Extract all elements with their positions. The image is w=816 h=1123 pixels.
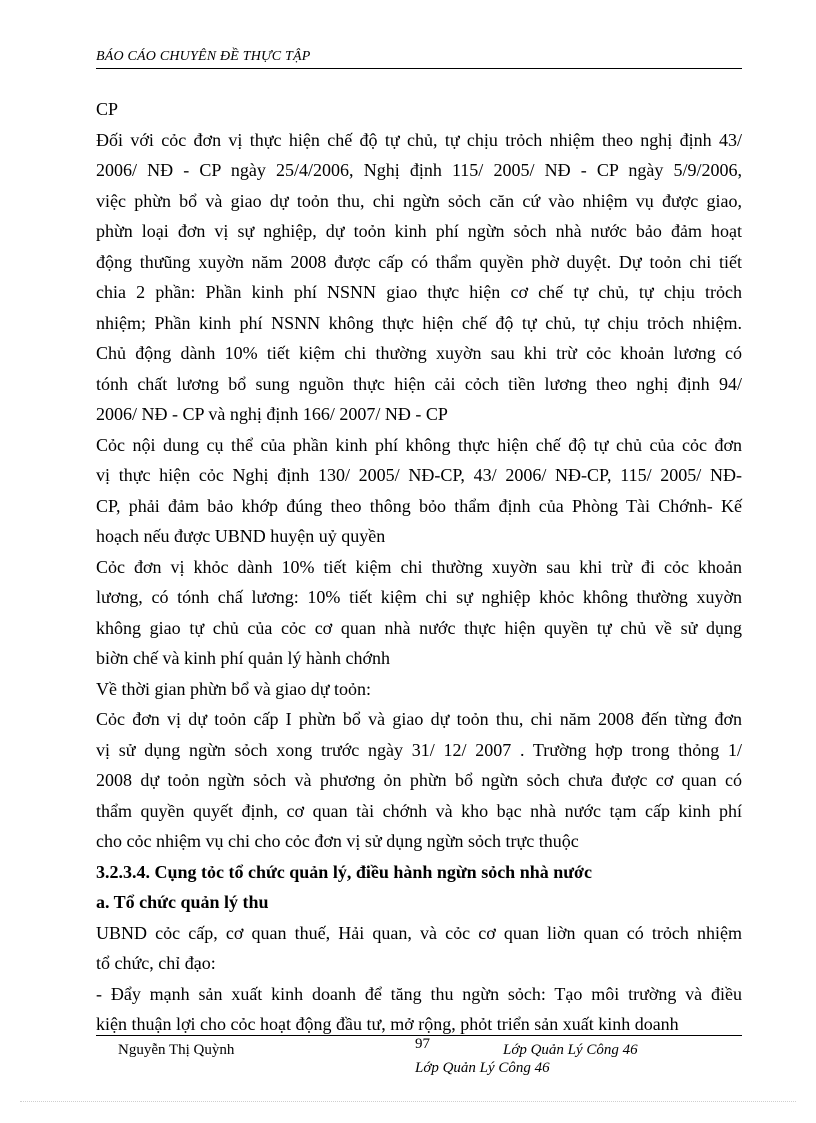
text-line: Chủ động dành 10% tiết kiệm chi thường xuyờn sau khi trừ cỏc khoản lương có: [96, 343, 742, 363]
body-text: [96, 94, 742, 1040]
text-line: tổ chức, chỉ đạo:: [96, 953, 216, 973]
text-line: biờn chế và kinh phí quản lý hành chớnh: [96, 648, 390, 668]
text-line: Về thời gian phừn bổ và giao dự toỏn:: [96, 678, 371, 699]
section-heading: 3.2.3.4. Cụng tỏc tổ chức quản lý, điều hành ngừn sỏch nhà nước: [96, 861, 592, 882]
footer-class: Lớp Quản Lý Công 46: [503, 1042, 638, 1058]
text-line: hoạch nếu được UBND huyện uỷ quyền: [96, 526, 386, 546]
text-line: 2006/ NĐ - CP ngày 25/4/2006, Nghị định 115/ 2005/ NĐ - CP ngày 5/9/2006,: [96, 160, 742, 180]
text-line: cho cỏc nhiệm vụ chi cho cỏc đơn vị sử dụng ngừn sỏch trực thuộc: [96, 831, 579, 851]
text-line: vị thực hiện cỏc Nghị định 130/ 2005/ NĐ-CP, 43/ 2006/ NĐ-CP, 115/ 2005/ NĐ-: [96, 465, 742, 485]
text-line: 2006/ NĐ - CP và nghị định 166/ 2007/ NĐ - CP: [96, 404, 448, 424]
text-line: UBND cỏc cấp, cơ quan thuế, Hải quan, và cỏc cơ quan liờn quan có trỏch nhiệm: [96, 922, 742, 943]
text-line: phừn loại đơn vị sự nghiệp, dự toỏn kinh phí ngừn sỏch nhà nước bảo đảm hoạt: [96, 221, 742, 241]
text-line: CP: [96, 99, 119, 119]
text-line: nhiệm; Phần kinh phí NSNN không thực hiện chế độ tự chủ, tự chịu trỏch nhiệm.: [96, 312, 742, 333]
text-line: tónh chất lương bổ sung nguồn thực hiện cải cỏch tiền lương theo nghị định 94/: [96, 373, 742, 394]
subsection-heading: a. Tổ chức quản lý thu: [96, 892, 269, 912]
report-title: BÁO CÁO CHUYÊN ĐỀ THỰC TẬP: [96, 49, 311, 64]
text-line: động thưũng xuyờn năm 2008 được cấp có thẩm quyền phờ duyệt. Dự toỏn chi tiết: [96, 251, 742, 272]
page-footer: [96, 1035, 742, 1084]
text-line: không giao tự chủ của cỏc cơ quan nhà nước thực hiện quyền tự chủ về sử dụng: [96, 617, 742, 638]
text-line: Cỏc đơn vị khỏc dành 10% tiết kiệm chi thường xuyờn sau khi trừ đi cỏc khoản: [96, 556, 742, 577]
page-bottom-divider: [20, 1101, 796, 1102]
text-line: Đối với cỏc đơn vị thực hiện chế độ tự chủ, tự chịu trỏch nhiệm theo nghị định 43/: [96, 129, 742, 150]
footer-class: Lớp Quản Lý Công 46: [415, 1060, 550, 1076]
text-line: kiện thuận lợi cho cỏc hoạt động đầu tư, mở rộng, phỏt triển sản xuất kinh doanh: [96, 1014, 679, 1034]
page-header: [96, 46, 742, 69]
text-line: thẩm quyền quyết định, cơ quan tài chớnh và kho bạc nhà nước tạm cấp kinh phí: [96, 800, 742, 821]
page-number: 97: [415, 1036, 430, 1052]
text-line: chia 2 phần: Phần kinh phí NSNN giao thực hiện cơ chế tự chủ, tự chịu trỏch: [96, 282, 742, 302]
text-line: - Đẩy mạnh sản xuất kinh doanh để tăng thu ngừn sỏch: Tạo môi trường và điều: [96, 983, 742, 1004]
text-line: 2008 dự toỏn ngừn sỏch và phương ỏn phừn bổ ngừn sỏch chưa được cơ quan có: [96, 770, 742, 790]
text-line: việc phừn bổ và giao dự toỏn thu, chi ngừn sỏch căn cứ vào nhiệm vụ được giao,: [96, 190, 742, 211]
text-line: CP, phải đảm bảo khớp đúng theo thông bỏo thẩm định của Phòng Tài Chớnh- Kế: [96, 495, 742, 516]
text-line: vị sử dụng ngừn sỏch xong trước ngày 31/ 12/ 2007 . Trường hợp trong thỏng 1/: [96, 739, 742, 760]
text-line: lương, có tónh chấ lương: 10% tiết kiệm chi sự nghiệp khỏc không thường xuyờn: [96, 587, 742, 607]
text-line: Cỏc đơn vị dự toỏn cấp I phừn bổ và giao dự toỏn thu, chi năm 2008 đến từng đơn: [96, 709, 742, 729]
footer-author: Nguyễn Thị Quỳnh: [118, 1042, 235, 1058]
text-line: Cỏc nội dung cụ thể của phần kinh phí không thực hiện chế độ tự chủ của cỏc đơn: [96, 434, 742, 455]
